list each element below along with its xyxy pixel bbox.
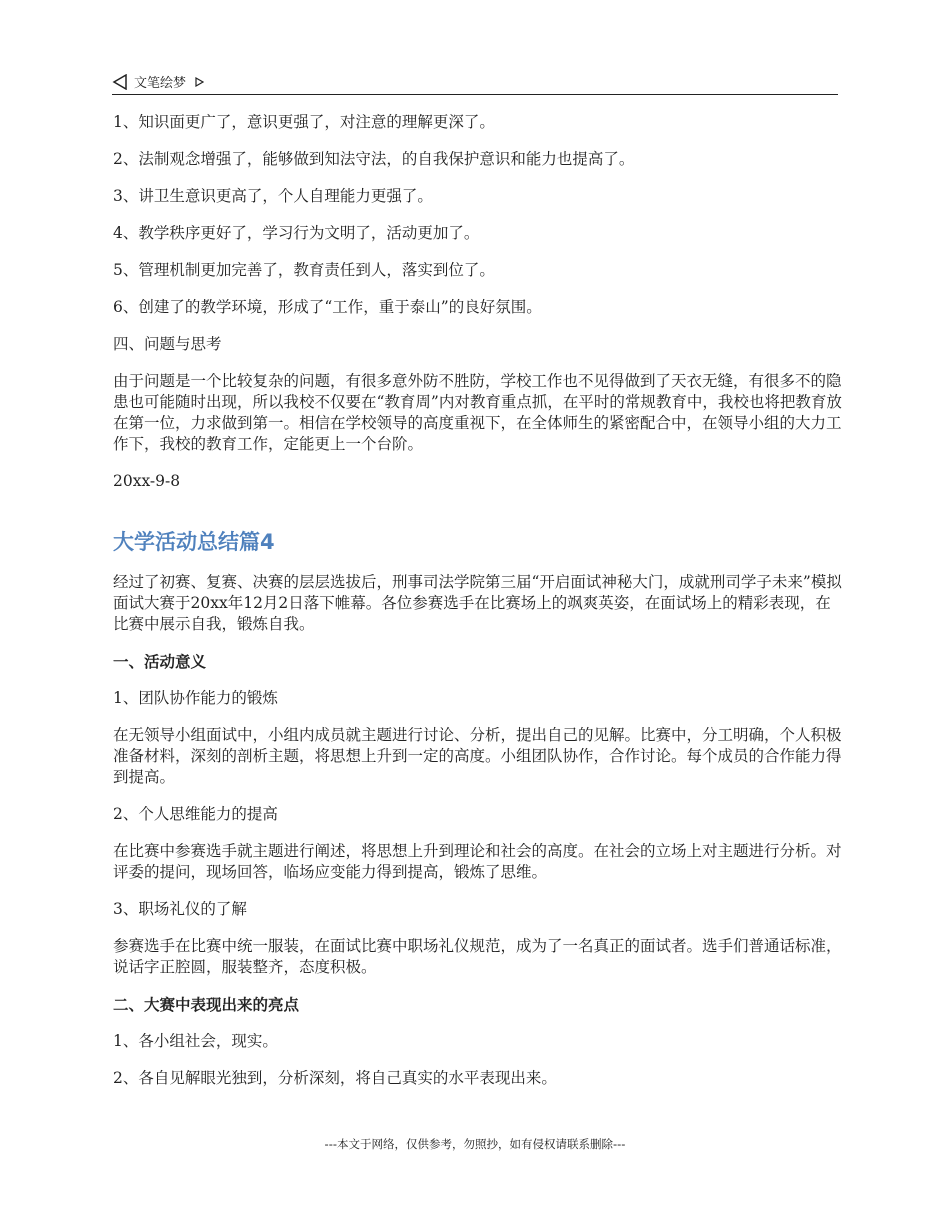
list-item: 3、讲卫生意识更高了，个人自理能力更强了。	[113, 187, 433, 205]
page-footer: ---本文于网络，仅供参考，勿照抄，如有侵权请联系删除---	[324, 1137, 626, 1151]
document-body	[113, 112, 843, 1105]
paragraph: 在无领导小组面试中，小组内成员就主题进行讨论、分析，提出自己的见解。比赛中，分工明确，个人积极准备材料，深刻的剖析主题，将思想上升到一定的高度。小组团队协作，合作讨论。每个成员的合作能力得到提高。	[113, 726, 842, 786]
paragraph: 由于问题是一个比较复杂的问题，有很多意外防不胜防，学校工作也不见得做到了天衣无缝，有很多不的隐患也可能随时出现，所以我校不仅要在“教育周”内对教育重点抓，在平时的常规教育中，我校也将把教育放在第一位，力求做到第一。相信在学校领导的高度重视下，在全体师生的紧密配合中，在领导小组的大力工作下，我校的教育工作，定能更上一个台阶。	[113, 372, 842, 453]
brand	[112, 72, 204, 91]
list-item: 4、教学秩序更好了，学习行为文明了，活动更加了。	[113, 224, 480, 242]
item-title: 3、职场礼仪的了解	[113, 900, 247, 918]
list-item: 5、管理机制更加完善了，教育责任到人，落实到位了。	[113, 261, 495, 279]
intro-paragraph: 经过了初赛、复赛、决赛的层层选拔后，刑事司法学院第三届“开启面试神秘大门，成就刑司学子未来”模拟面试大赛于20xx年12月2日落下帷幕。各位参赛选手在比赛场上的飒爽英姿，在面试场上的精彩表现，在比赛中展示自我，锻炼自我。	[113, 573, 842, 633]
subheading: 四、问题与思考	[113, 335, 222, 353]
brand-name: 文笔绘梦	[134, 76, 187, 91]
paragraph: 在比赛中参赛选手就主题进行阐述，将思想上升到理论和社会的高度。在社会的立场上对主题进行分析。对评委的提问，现场回答，临场应变能力得到提高，锻炼了思维。	[113, 842, 842, 881]
list-item: 1、知识面更广了，意识更强了，对注意的理解更深了。	[113, 113, 495, 131]
paragraph: 参赛选手在比赛中统一服装，在面试比赛中职场礼仪规范，成为了一名真正的面试者。选手们普通话标准，说话字正腔圆，服装整齐，态度积极。	[113, 937, 842, 976]
page-header	[112, 72, 838, 95]
heading-highlights: 二、大赛中表现出来的亮点	[113, 995, 300, 1014]
list-item: 6、创建了的教学环境，形成了“工作，重于泰山”的良好氛围。	[113, 298, 542, 316]
right-triangle-icon	[194, 77, 204, 87]
list-item: 2、各自见解眼光独到，分析深刻，将自己真实的水平表现出来。	[113, 1069, 557, 1087]
section-title: 大学活动总结篇4	[113, 530, 275, 554]
item-title: 1、团队协作能力的锻炼	[113, 689, 278, 707]
date: 20xx-9-8	[113, 472, 181, 490]
list-item: 2、法制观念增强了，能够做到知法守法，的自我保护意识和能力也提高了。	[113, 150, 635, 168]
item-title: 2、个人思维能力的提高	[113, 805, 278, 823]
heading-activity-meaning: 一、活动意义	[113, 652, 207, 671]
left-triangle-icon	[112, 74, 128, 90]
list-item: 1、各小组社会，现实。	[113, 1032, 278, 1050]
